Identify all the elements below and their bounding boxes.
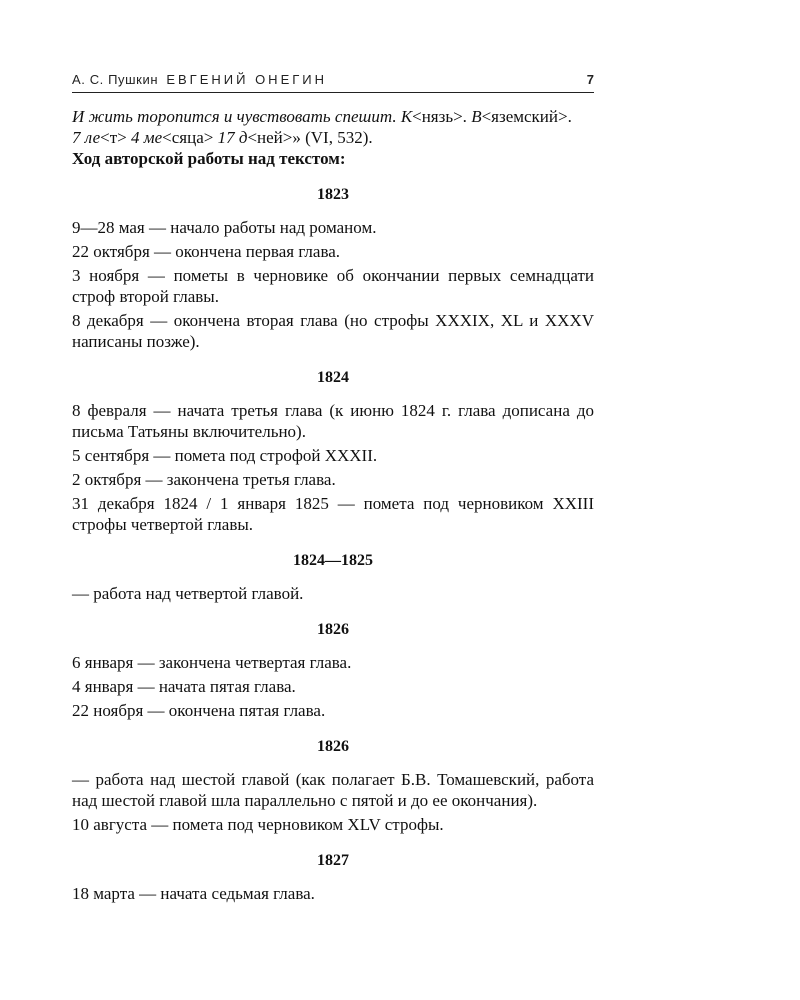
year-heading: 1823: [317, 186, 349, 203]
header-title: ЕВГЕНИЙ ОНЕГИН: [166, 72, 328, 87]
header-author-title: [72, 72, 327, 87]
intro-line-3-italic-c: 17 д: [213, 128, 248, 147]
intro-line-3-italic-b: 4 ме: [126, 128, 163, 147]
intro-line-2-roman: <яземский>.: [481, 107, 572, 126]
entry: — работа над четвертой главой.: [72, 584, 304, 603]
entry: — работа над шестой главой (как полагает Б.В. Томашевский, работа над шестой главой шла параллельно с пятой и до ее окончания).: [72, 770, 594, 810]
intro-line-3-roman-c: <ней>» (VI, 532).: [247, 128, 373, 147]
header-author: А. С. Пушкин: [72, 72, 159, 87]
entry: 9—28 мая — начало работы над романом.: [72, 218, 377, 237]
intro-line-3-roman-b: <сяца>: [162, 128, 214, 147]
intro-line-3: [72, 127, 594, 148]
entry: 22 октября — окончена первая глава.: [72, 242, 341, 261]
intro-line-1-roman: <нязь>.: [412, 107, 467, 126]
entry: 31 декабря 1824 / 1 января 1825 — помета под черновиком XXIII строфы четвертой главы.: [72, 494, 594, 534]
intro-line-2-italic: В: [471, 107, 482, 126]
year-heading: 1827: [317, 852, 349, 869]
entry: 2 октября — закончена третья глава.: [72, 470, 336, 489]
running-header: [72, 70, 594, 93]
entry: 4 января — начата пятая глава.: [72, 677, 296, 696]
entry: 8 февраля — начата третья глава (к июню 1824 г. глава дописана до письма Татьяны включительно).: [72, 401, 594, 441]
section-1827: [72, 850, 594, 904]
year-heading: 1826: [317, 621, 349, 638]
section-1824-1825: [72, 550, 594, 604]
year-heading: 1824—1825: [293, 552, 373, 569]
entry: 22 ноября — окончена пятая глава.: [72, 701, 326, 720]
section-heading: Ход авторской работы над текстом:: [72, 149, 346, 168]
section-1823: [72, 184, 594, 352]
entry: 10 августа — помета под черновиком XLV строфы.: [72, 815, 444, 834]
intro-line-3-roman-a: <т>: [100, 128, 127, 147]
intro-line-1: [72, 106, 594, 127]
entry: 5 сентября — помета под строфой XXXII.: [72, 446, 378, 465]
section-1824: [72, 367, 594, 535]
entry: 6 января — закончена четвертая глава.: [72, 653, 352, 672]
entry: 8 декабря — окончена вторая глава (но строфы XXXIX, XL и XXXV написаны позже).: [72, 311, 594, 351]
entry: 3 ноября — пометы в черновике об окончании первых семнадцати строф второй главы.: [72, 266, 594, 306]
section-1826-b: [72, 736, 594, 835]
intro-line-1-italic: И жить торопится и чувствовать спешит. К: [72, 107, 413, 126]
year-heading: 1824: [317, 369, 349, 386]
intro-line-3-italic-a: 7 ле: [72, 128, 101, 147]
page-body: [72, 106, 594, 907]
year-heading: 1826: [317, 738, 349, 755]
page-number: 7: [586, 72, 594, 87]
section-1826-a: [72, 619, 594, 721]
entry: 18 марта — начата седьмая глава.: [72, 884, 315, 903]
